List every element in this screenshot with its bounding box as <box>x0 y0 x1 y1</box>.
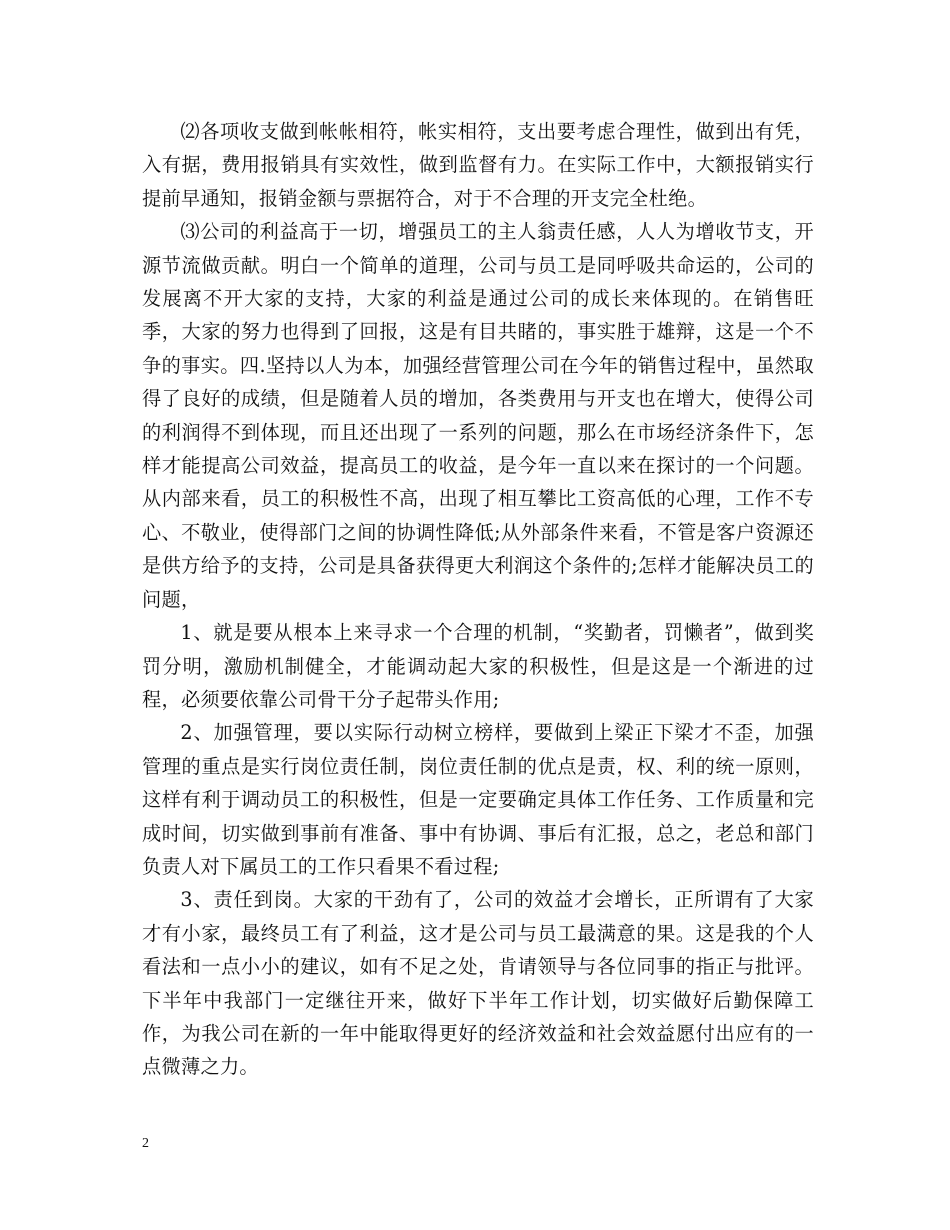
paragraph-expense-control: ⑵各项收支做到帐帐相符，帐实相符，支出要考虑合理性，做到出有凭，入有据，费用报销具有实效性，做到监督有力。在实际工作中，大额报销实行提前早通知，报销金额与票据符合，对于不合理的开支完全杜绝。 <box>142 120 814 210</box>
document-body <box>142 115 814 1084</box>
page-number: 2 <box>142 1136 149 1151</box>
paragraph-management: 2、加强管理，要以实际行动树立榜样，要做到上梁正下梁才不歪，加强管理的重点是实行岗位责任制，岗位责任制的优点是责，权、利的统一原则，这样有利于调动员工的积极性，但是一定要确定具体工作任务、工作质量和完成时间，切实做到事前有准备、事中有协调、事后有汇报，总之，老总和部门负责人对下属员工的工作只看果不看过程; <box>142 721 814 878</box>
paragraph-mechanism: 1、就是要从根本上来寻求一个合理的机制，“奖勤者，罚懒者”，做到奖罚分明，激励机制健全，才能调动起大家的积极性，但是这是一个渐进的过程，必须要依靠公司骨干分子起带头作用; <box>142 621 814 711</box>
paragraph-company-interest: ⑶公司的利益高于一切，增强员工的主人翁责任感，人人为增收节支，开源节流做贡献。明白一个简单的道理，公司与员工是同呼吸共命运的，公司的发展离不开大家的支持，大家的利益是通过公司的成长来体现的。在销售旺季，大家的努力也得到了回报，这是有目共睹的，事实胜于雄辩，这是一个不争的事实。四.坚持以人为本，加强经营管理公司在今年的销售过程中，虽然取得了良好的成绩，但是随着人员的增加，各类费用与开支也在增大，使得公司的利润得不到体现，而且还出现了一系列的问题，那么在市场经济条件下，怎样才能提高公司效益，提高员工的收益，是今年一直以来在探讨的一个问题。从内部来看，员工的积极性不高，出现了相互攀比工资高低的心理，工作不专心、不敬业，使得部门之间的协调性降低;从外部条件来看，不管是客户资源还是供方给予的支持，公司是具备获得更大利润这个条件的;怎样才能解决员工的问题， <box>142 220 814 611</box>
paragraph-responsibility: 3、责任到岗。大家的干劲有了，公司的效益才会增长，正所谓有了大家才有小家，最终员工有了利益，这才是公司与员工最满意的果。这是我的个人看法和一点小小的建议，如有不足之处，肯请领导与各位同事的指正与批评。下半年中我部门一定继往开来，做好下半年工作计划，切实做好后勤保障工作，为我公司在新的一年中能取得更好的经济效益和社会效益愿付出应有的一点微薄之力。 <box>142 888 814 1079</box>
